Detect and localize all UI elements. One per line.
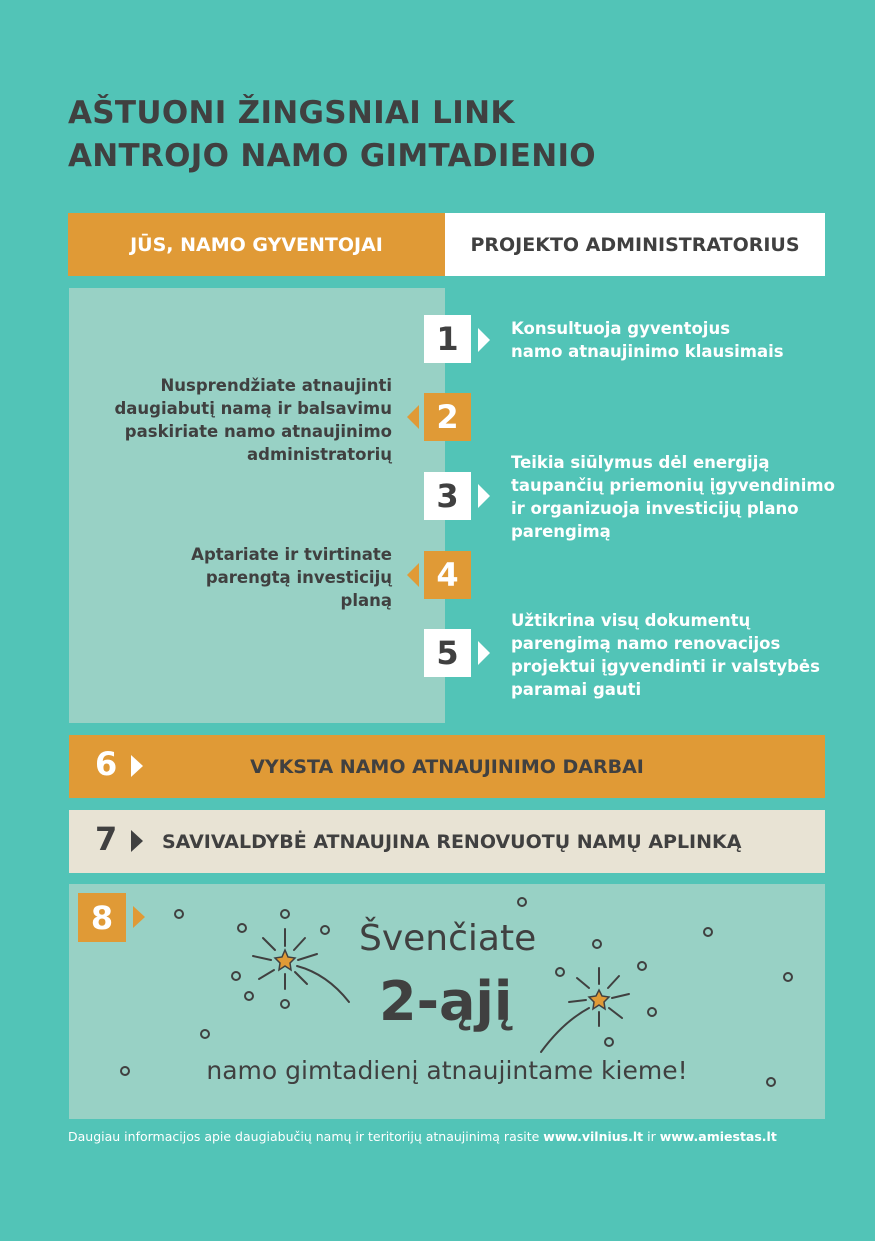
step-5-line: paramai gauti: [511, 680, 642, 699]
step-8-number: 8: [78, 893, 126, 942]
step-2-text: [90, 374, 392, 466]
right-star-icon: [589, 990, 609, 1009]
title-line-2: ANTROJO NAMO GIMTADIENIO: [68, 138, 596, 174]
celebration-line-3: namo gimtadienį atnaujintame kieme!: [206, 1056, 688, 1085]
step-6-bar: [69, 735, 825, 798]
step-1-line: Konsultuoja gyventojus: [511, 319, 731, 338]
confetti-dot-icon: [704, 928, 712, 936]
step-3-arrow-icon: [478, 484, 490, 508]
step-6-number: 6: [95, 745, 118, 783]
confetti-dot-icon: [784, 973, 792, 981]
step-5-line: projektui įgyvendinti ir valstybės: [511, 657, 820, 676]
step-3-line: parengimą: [511, 522, 611, 541]
step-2-number: 2: [424, 393, 471, 441]
step-8-box: [69, 884, 825, 1119]
step-5-number: 5: [424, 629, 471, 677]
confetti-dot-icon: [175, 910, 183, 918]
confetti-dot-icon: [201, 1030, 209, 1038]
step-3-number: 3: [424, 472, 471, 520]
step-2-line: administratorių: [247, 445, 392, 464]
step-4-number: 4: [424, 551, 471, 599]
step-2-line: daugiabutį namą ir balsavimu: [114, 399, 392, 418]
step-2-arrow-icon: [407, 405, 419, 429]
step-7-arrow-icon: [131, 830, 143, 852]
step-4-line: planą: [340, 591, 392, 610]
step-4-line: Aptariate ir tvirtinate: [191, 545, 392, 564]
step-1-text: [511, 317, 784, 363]
celebration-line-2: 2-ąjį: [379, 970, 513, 1033]
column-header-residents: JŪS, NAMO GYVENTOJAI: [68, 213, 445, 276]
step-3-text: [511, 451, 835, 543]
step-1-number: 1: [424, 315, 471, 363]
left-star-icon: [275, 950, 295, 970]
step-5-arrow-icon: [478, 641, 490, 665]
step-2-line: Nusprendžiate atnaujinti: [160, 376, 392, 395]
step-1-arrow-icon: [478, 328, 490, 352]
footer-text: Daugiau informacijos apie daugiabučių namų ir teritorijų atnaujinimą rasite: [68, 1129, 544, 1144]
step-4-line: parengtą investicijų: [205, 568, 392, 587]
celebration-line-1: Švenčiate: [359, 918, 537, 959]
confetti-dot-icon: [518, 898, 526, 906]
title-line-1: AŠTUONI ŽINGSNIAI LINK: [68, 95, 515, 131]
step-3-line: Teikia siūlymus dėl energiją: [511, 453, 770, 472]
page-title: [68, 92, 596, 178]
step-2-line: paskiriate namo atnaujinimo: [124, 422, 392, 441]
step-4-arrow-icon: [407, 563, 419, 587]
footer-link-amiestas[interactable]: www.amiestas.lt: [659, 1129, 777, 1144]
step-7-number: 7: [95, 820, 118, 858]
step-5-text: [511, 609, 820, 701]
step-6-text: VYKSTA NAMO ATNAUJINIMO DARBAI: [250, 755, 644, 778]
step-3-line: ir organizuoja investicijų plano: [511, 499, 799, 518]
footer-note: [68, 1129, 777, 1144]
step-5-line: parengimą namo renovacijos: [511, 634, 781, 653]
residents-panel: [69, 288, 445, 723]
column-header-administrator: PROJEKTO ADMINISTRATORIUS: [445, 213, 825, 276]
step-1-line: namo atnaujinimo klausimais: [511, 342, 784, 361]
footer-connector: ir: [643, 1129, 660, 1144]
step-7-text: SAVIVALDYBĖ ATNAUJINA RENOVUOTŲ NAMŲ APLINKĄ: [162, 830, 742, 853]
step-4-text: [90, 543, 392, 612]
step-3-line: taupančių priemonių įgyvendinimo: [511, 476, 835, 495]
footer-link-vilnius[interactable]: www.vilnius.lt: [543, 1129, 644, 1144]
step-7-bar: [69, 810, 825, 873]
step-5-line: Užtikrina visų dokumentų: [511, 611, 751, 630]
